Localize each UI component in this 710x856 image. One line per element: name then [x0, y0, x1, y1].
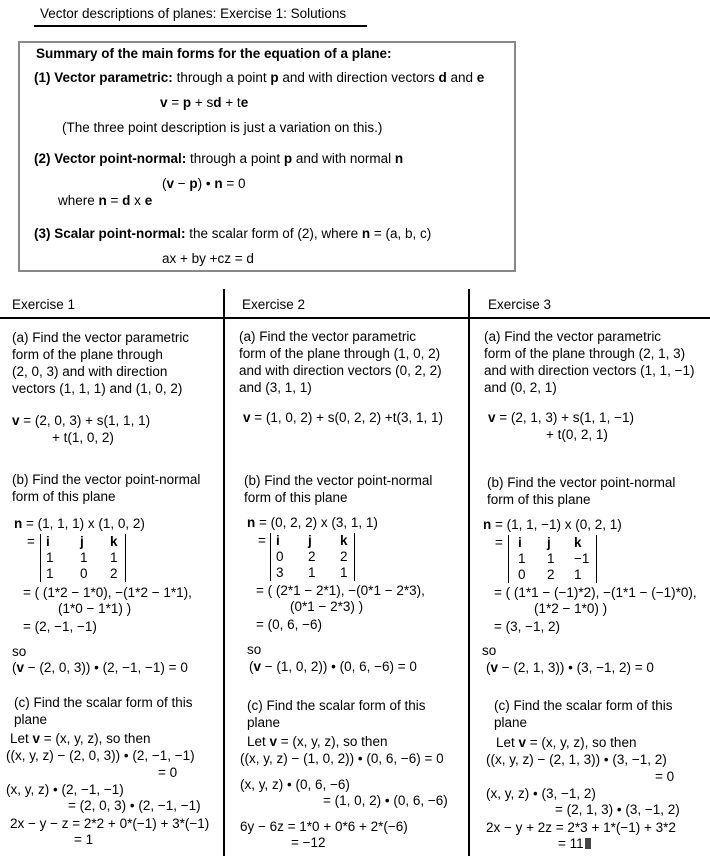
- text-cursor: [585, 838, 591, 849]
- ex3-scalar-step: = 0: [655, 769, 675, 784]
- form2-description: (2) Vector point-normal: through a point p and with normal n: [34, 151, 404, 166]
- ex3-part-a-text: and (0, 2, 1): [484, 380, 557, 395]
- form2-where: where n = d x e: [58, 193, 153, 208]
- ex3-part-a-text: form of the plane through (2, 1, 3): [484, 346, 686, 361]
- ex1-part-a-text: (2, 0, 3) and with direction: [12, 364, 168, 379]
- ex1-scalar-result: = 1: [74, 832, 94, 847]
- ex1-expansion-cont: (1*0 − 1*1) ): [58, 601, 132, 616]
- ex2-so: so: [247, 642, 262, 657]
- ex2-scalar-result: = −12: [291, 835, 326, 850]
- column-divider: [468, 289, 470, 856]
- ex2-matrix-cell: 1: [340, 565, 348, 580]
- ex1-part-b-text: form of this plane: [12, 489, 116, 504]
- ex2-part-b-text: (b) Find the vector point-normal: [244, 473, 433, 488]
- ex3-answer-a-cont: + t(0, 2, 1): [546, 427, 608, 442]
- ex2-scalar-step: 6y − 6z = 1*0 + 0*6 + 2*(−6): [240, 819, 408, 834]
- ex2-point-normal-equation: (v − (1, 0, 2)) • (0, 6, −6) = 0: [249, 659, 417, 674]
- ex1-point-normal-equation: (v − (2, 0, 3)) • (2, −1, −1) = 0: [12, 660, 188, 675]
- ex3-scalar-result: = 11: [558, 836, 591, 852]
- ex1-matrix-cell: 1: [110, 550, 118, 565]
- ex3-matrix-cell: 1: [574, 567, 582, 582]
- ex1-part-a-text: (a) Find the vector parametric: [12, 330, 190, 345]
- ex3-scalar-step: = (2, 1, 3) • (3, −1, 2): [555, 802, 680, 817]
- form1-description: (1) Vector parametric: through a point p and with direction vectors d and e: [34, 70, 485, 85]
- ex2-scalar-step: (x, y, z) • (0, 6, −6): [240, 777, 350, 792]
- ex2-matrix-bar-right: [354, 533, 355, 581]
- form3-equation: ax + by +cz = d: [162, 251, 254, 266]
- ex3-equals: =: [495, 535, 503, 550]
- exercise-3-header: Exercise 3: [488, 297, 552, 312]
- ex2-matrix-cell: k: [340, 533, 348, 548]
- ex3-part-a-text: and with direction vectors (1, 1, −1): [484, 363, 695, 378]
- ex3-so: so: [482, 643, 497, 658]
- exercise-2-header: Exercise 2: [242, 297, 306, 312]
- ex1-part-a-text: form of the plane through: [12, 347, 163, 362]
- ex1-matrix-cell: 1: [46, 550, 54, 565]
- ex2-part-c-text: (c) Find the scalar form of this: [247, 698, 426, 713]
- ex3-normal-result: = (3, −1, 2): [494, 619, 561, 634]
- ex3-answer-a: v = (2, 1, 3) + s(1, 1, −1): [488, 410, 634, 425]
- ex2-expansion-cont: (0*1 − 2*3) ): [290, 599, 364, 614]
- ex3-part-b-text: (b) Find the vector point-normal: [487, 475, 676, 490]
- ex2-normal-result: = (0, 6, −6): [256, 617, 323, 632]
- ex3-matrix-bar-right: [596, 535, 597, 583]
- ex2-matrix-bar-left: [270, 533, 271, 581]
- ex1-matrix-cell: i: [46, 534, 50, 549]
- ex1-part-c-text: (c) Find the scalar form of this: [14, 695, 193, 710]
- ex2-equals: =: [258, 533, 266, 548]
- ex3-expansion-cont: (1*2 − 1*0) ): [534, 601, 608, 616]
- ex2-part-a-text: form of the plane through (1, 0, 2): [239, 346, 441, 361]
- ex2-part-a-text: (a) Find the vector parametric: [239, 329, 417, 344]
- summary-heading: Summary of the main forms for the equation of a plane:: [36, 46, 392, 61]
- ex3-normal-cross: n = (1, 1, −1) x (0, 2, 1): [483, 517, 622, 532]
- ex3-matrix-cell: i: [518, 535, 522, 550]
- ex1-normal-result: = (2, −1, −1): [23, 619, 97, 634]
- ex3-matrix-cell: 2: [547, 567, 555, 582]
- ex1-so: so: [12, 644, 27, 659]
- ex2-part-a-text: and with direction vectors (0, 2, 2): [239, 363, 442, 378]
- ex3-scalar-step: ((x, y, z) − (2, 1, 3)) • (3, −1, 2): [486, 752, 667, 767]
- ex1-let-v: Let v = (x, y, z), so then: [10, 731, 151, 746]
- ex3-matrix-cell: k: [574, 535, 582, 550]
- ex1-matrix-bar-right: [125, 534, 126, 582]
- ex3-matrix-cell: 0: [518, 567, 526, 582]
- exercise-1-header: Exercise 1: [12, 297, 76, 312]
- ex2-let-v: Let v = (x, y, z), so then: [247, 734, 388, 749]
- ex1-matrix-cell: 1: [46, 566, 54, 581]
- ex1-matrix-bar-left: [40, 534, 41, 582]
- title-underline: [34, 25, 367, 27]
- ex1-answer-a-cont: + t(1, 0, 2): [52, 430, 114, 445]
- ex3-matrix-bar-left: [508, 535, 509, 583]
- ex3-scalar-step: 2x − y + 2z = 2*3 + 1*(−1) + 3*2: [486, 820, 676, 835]
- ex1-answer-a: v = (2, 0, 3) + s(1, 1, 1): [12, 413, 151, 428]
- ex3-point-normal-equation: (v − (2, 1, 3)) • (3, −1, 2) = 0: [486, 660, 654, 675]
- form1-equation: v = p + sd + te: [160, 95, 249, 110]
- ex2-expansion: = ( (2*1 − 2*1), −(0*1 − 2*3),: [256, 583, 425, 598]
- ex1-matrix-cell: 2: [110, 566, 118, 581]
- ex1-matrix-cell: 1: [80, 550, 88, 565]
- ex3-part-c-text: (c) Find the scalar form of this: [494, 698, 673, 713]
- page-title: Vector descriptions of planes: Exercise 1: Solutions: [40, 6, 347, 21]
- ex2-matrix-cell: 2: [308, 549, 316, 564]
- ex3-expansion: = ( (1*1 − (−1)*2), −(1*1 − (−1)*0),: [494, 585, 697, 600]
- ex2-normal-cross: n = (0, 2, 2) x (3, 1, 1): [247, 515, 378, 530]
- ex3-matrix-cell: −1: [574, 551, 590, 566]
- form2-equation: (v − p) • n = 0: [162, 176, 246, 191]
- ex3-matrix-cell: 1: [518, 551, 526, 566]
- ex2-matrix-cell: 3: [276, 565, 284, 580]
- ex3-part-a-text: (a) Find the vector parametric: [484, 329, 662, 344]
- ex2-scalar-step: = (1, 0, 2) • (0, 6, −6): [323, 793, 448, 808]
- ex1-scalar-step: ((x, y, z) − (2, 0, 3)) • (2, −1, −1): [6, 748, 195, 763]
- ex1-scalar-step: (x, y, z) • (2, −1, −1): [6, 782, 124, 797]
- ex1-scalar-step: 2x − y − z = 2*2 + 0*(−1) + 3*(−1): [10, 816, 210, 831]
- column-divider: [223, 289, 225, 856]
- ex1-matrix-cell: 0: [80, 566, 88, 581]
- ex2-scalar-step: ((x, y, z) − (1, 0, 2)) • (0, 6, −6) = 0: [240, 751, 444, 766]
- ex1-matrix-cell: k: [110, 534, 118, 549]
- ex3-part-b-text: form of this plane: [487, 492, 591, 507]
- ex2-matrix-cell: 0: [276, 549, 284, 564]
- ex1-part-a-text: vectors (1, 1, 1) and (1, 0, 2): [12, 381, 183, 396]
- ex2-part-c-text: plane: [247, 715, 281, 730]
- form3-description: (3) Scalar point-normal: the scalar form of (2), where n = (a, b, c): [34, 226, 432, 241]
- ex3-matrix-cell: 1: [547, 551, 555, 566]
- ex1-part-c-text: plane: [14, 712, 48, 727]
- ex1-expansion: = ( (1*2 − 1*0), −(1*2 − 1*1),: [23, 585, 192, 600]
- ex2-matrix-cell: i: [276, 533, 280, 548]
- ex2-matrix-cell: 1: [308, 565, 316, 580]
- ex2-part-b-text: form of this plane: [244, 490, 348, 505]
- header-rule: [0, 317, 710, 319]
- ex1-equals: =: [27, 534, 35, 549]
- ex1-part-b-text: (b) Find the vector point-normal: [12, 472, 201, 487]
- ex3-matrix-cell: j: [547, 535, 551, 550]
- ex2-matrix-cell: j: [308, 533, 312, 548]
- ex3-scalar-step: (x, y, z) • (3, −1, 2): [486, 786, 596, 801]
- ex1-scalar-step: = 0: [158, 765, 178, 780]
- form1-note: (The three point description is just a variation on this.): [62, 120, 383, 135]
- ex1-normal-cross: n = (1, 1, 1) x (1, 0, 2): [14, 516, 145, 531]
- ex1-scalar-step: = (2, 0, 3) • (2, −1, −1): [68, 798, 201, 813]
- ex1-matrix-cell: j: [80, 534, 84, 549]
- ex2-part-a-text: and (3, 1, 1): [239, 380, 312, 395]
- ex3-part-c-text: plane: [494, 715, 528, 730]
- ex2-matrix-cell: 2: [340, 549, 348, 564]
- ex3-let-v: Let v = (x, y, z), so then: [496, 735, 637, 750]
- ex2-answer-a: v = (1, 0, 2) + s(0, 2, 2) +t(3, 1, 1): [243, 410, 443, 425]
